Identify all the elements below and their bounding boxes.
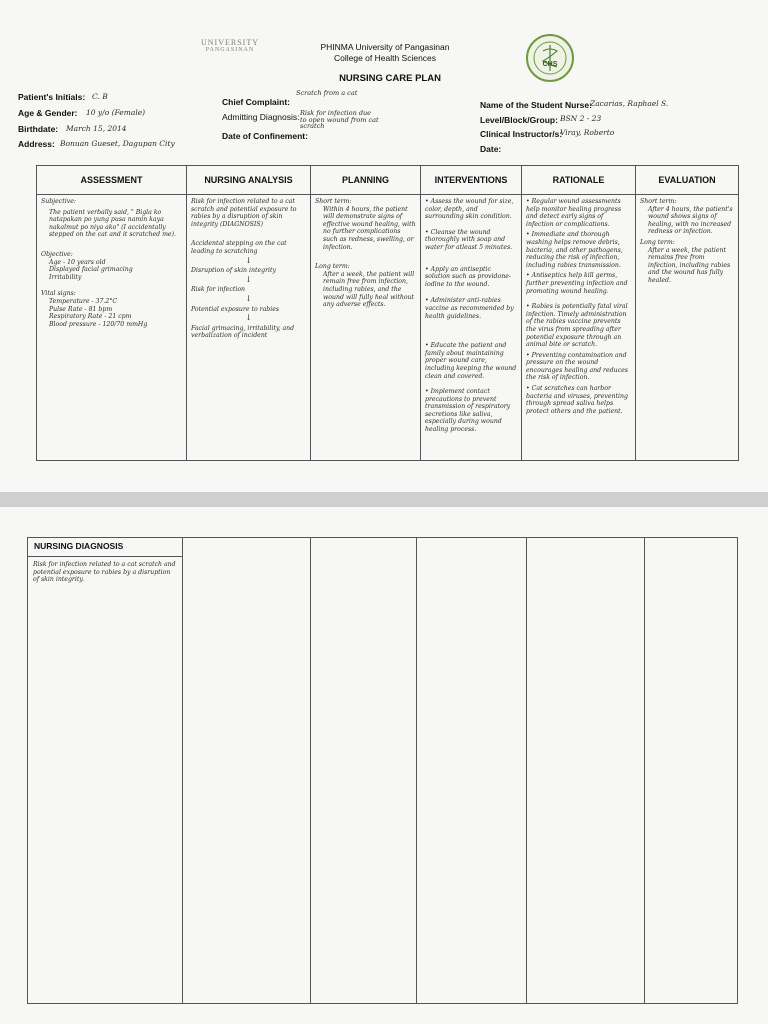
seal-text: CHS — [542, 61, 558, 68]
intervention-item: • Educate the patient and family about maintaining proper wound care, including keeping the wound clean and covered. — [425, 342, 517, 380]
vital-sign-line: Temperature - 37.2°C — [49, 297, 118, 305]
objective-label: Objective: — [41, 250, 73, 258]
analysis-step: Potential exposure to rabies — [191, 305, 280, 313]
evaluation-short-text: After 4 hours, the patient's wound shows signs of healing, with no increased redness or infection. — [648, 205, 733, 236]
down-arrow-icon: ↓ — [245, 313, 252, 323]
intervention-item: • Assess the wound for size, color, depth, and surrounding skin condition. — [425, 198, 514, 221]
logo-text-line1: UNIVERSITY — [201, 38, 259, 47]
rationale-cell — [522, 195, 635, 421]
analysis-header: NURSING ANALYSIS — [187, 166, 310, 195]
analysis-step: Accidental stepping on the cat leading to scratching — [191, 240, 287, 255]
care-plan-table — [36, 165, 739, 461]
birthdate-label: Birthdate: — [18, 124, 59, 134]
address-value: Bonuan Gueset, Dagupan City — [60, 139, 175, 148]
rationale-item: • Antiseptics help kill germs, further preventing infection and promoting wound healing. — [526, 272, 628, 295]
down-arrow-icon: ↓ — [245, 274, 252, 284]
clinical-instructor-value: Viray, Roberto — [560, 128, 615, 137]
planning-cell — [311, 195, 420, 315]
patient-initials-value: C. B — [92, 92, 108, 101]
assessment-cell — [37, 195, 186, 331]
blank-column — [310, 538, 416, 1003]
age-gender-label: Age & Gender: — [18, 108, 78, 118]
vital-sign-line: Blood pressure - 120/70 mmHg — [49, 320, 148, 328]
objective-line: Age - 10 years old — [49, 258, 106, 266]
blank-column — [182, 538, 310, 1003]
subjective-text: The patient verbally said, " Bigla ko natapakan po yung pusa namin kaya nakalmut po niya ako" (I accidentally stepped on the cat and it scratched me). — [49, 208, 176, 239]
interventions-column — [420, 166, 521, 460]
analysis-cell — [187, 195, 310, 343]
rationale-item: • Cat scratches can harbor bacteria and viruses, preventing through spread saliva helps protect others and the patient. — [526, 385, 628, 415]
admitting-diagnosis-label: Admitting Diagnosis: — [222, 112, 300, 122]
student-nurse-value: Zacarias, Raphael S. — [590, 99, 669, 108]
objective-line: Irritability — [49, 273, 82, 281]
admitting-diagnosis-value — [300, 110, 379, 130]
college-name: College of Health Sciences — [333, 53, 437, 63]
institution-name: PHINMA University of Pangasinan — [320, 42, 450, 52]
assessment-column — [37, 166, 186, 460]
birthdate-value: March 15, 2014 — [66, 124, 127, 133]
planning-short-text: Within 4 hours, the patient will demonstrate signs of effective wound healing, with no further complications such as redness, swelling, or infection. — [323, 205, 416, 251]
clinical-instructor-label: Clinical Instructor/s: — [480, 129, 563, 139]
nursing-diagnosis-header: NURSING DIAGNOSIS — [28, 538, 182, 557]
nursing-diagnosis-text: Risk for infection related to a cat scratch and potential exposure to rabies by a disruption of skin integrity. — [33, 561, 176, 584]
page-title: NURSING CARE PLAN — [339, 73, 441, 84]
interventions-header: INTERVENTIONS — [421, 166, 521, 195]
planning-long-label: Long term: — [315, 263, 350, 271]
evaluation-header: EVALUATION — [636, 166, 738, 195]
rationale-item: • Preventing contamination and pressure on the wound encourages healing and reduces the risk of infection. — [526, 351, 628, 382]
level-block-value: BSN 2 - 23 — [560, 114, 602, 123]
rationale-item: • Regular wound assessments help monitor healing progress and detect early signs of infection or complications. — [526, 198, 622, 228]
care-plan-page-1 — [0, 0, 768, 492]
vital-sign-line: Respiratory Rate - 21 cpm — [49, 313, 132, 321]
intervention-item: • Administer anti-rabies vaccine as recommended by health guidelines. — [425, 297, 514, 320]
intervention-item: • Apply an antiseptic solution such as providone-iodine to the wound. — [425, 265, 511, 288]
intervention-item: • Cleanse the wound thoroughly with soap and water for atleast 5 minutes. — [425, 228, 513, 251]
vital-signs-label: Vital signs: — [41, 290, 76, 298]
admitting-diagnosis-line2: to open wound from cat — [300, 115, 379, 124]
evaluation-long-text: After a week, the patient remains free from infection, including rabies and the wound has fully healed. — [648, 246, 731, 284]
objective-line: Displayed facial grimacing — [49, 266, 133, 274]
chief-complaint-label: Chief Complaint: — [222, 97, 290, 107]
analysis-diagnosis: Risk for infection related to a cat scratch and potential exposure to rabies by a disruption of skin integrity (DIAGNOSIS) — [191, 198, 297, 228]
date-label: Date: — [480, 144, 502, 154]
down-arrow-icon: ↓ — [245, 293, 252, 303]
care-plan-page-2 — [0, 507, 768, 1024]
age-gender-value: 10 y/o (Female) — [86, 108, 146, 117]
assessment-header: ASSESSMENT — [37, 166, 186, 195]
intervention-item: • Implement contact precautions to prevent transmission of respiratory secretions like saliva, especially during wound healing process. — [425, 388, 511, 434]
evaluation-column — [635, 166, 738, 460]
university-logo — [190, 38, 270, 74]
analysis-step: Facial grimacing, irritability, and verbalization of incident — [191, 324, 295, 340]
address-label: Address: — [18, 139, 55, 149]
admitting-diagnosis-line1: Risk for infection due — [300, 109, 372, 117]
institution-header — [290, 42, 480, 64]
rationale-header: RATIONALE — [522, 166, 635, 195]
blank-column — [644, 538, 737, 1003]
rationale-item: • Immediate and thorough washing helps remove debris, bacteria, and other pathogens, reducing the risk of infection, including rabies transmission. — [526, 231, 623, 269]
planning-short-label: Short term: — [315, 198, 352, 205]
level-block-label: Level/Block/Group: — [480, 115, 558, 125]
rationale-column — [521, 166, 635, 460]
blank-column — [416, 538, 526, 1003]
down-arrow-icon: ↓ — [245, 255, 252, 265]
analysis-step: Risk for infection — [191, 286, 246, 294]
admitting-diagnosis-line3: scratch — [300, 122, 325, 130]
subjective-label: Subjective: — [41, 198, 76, 205]
nursing-diagnosis-table — [27, 537, 738, 1004]
chief-complaint-value: Scratch from a cat — [296, 89, 358, 97]
vital-sign-line: Pulse Rate - 81 bpm — [49, 305, 113, 313]
evaluation-cell — [636, 195, 738, 291]
date-of-confinement-label: Date of Confinement: — [222, 131, 308, 141]
analysis-column — [186, 166, 310, 460]
rationale-item: • Rabies is potentially fatal viral infection. Timely administration of the rabies vaccine prevents the virus from spreading after potential exposure through an animal bite or scratch. — [526, 303, 628, 349]
nursing-diagnosis-column — [28, 538, 182, 1003]
evaluation-short-label: Short term: — [640, 198, 677, 205]
evaluation-long-label: Long term: — [640, 238, 675, 246]
blank-column — [526, 538, 644, 1003]
planning-header: PLANNING — [311, 166, 420, 195]
planning-long-text: After a week, the patient will remain free from infection, including rabies, and the wound will fully heal without any adverse effects. — [323, 270, 415, 309]
planning-column — [310, 166, 420, 460]
patient-initials-label: Patient's Initials: — [18, 92, 86, 102]
college-seal-icon — [525, 33, 575, 83]
interventions-cell — [421, 195, 521, 440]
student-nurse-label: Name of the Student Nurse: — [480, 100, 592, 110]
analysis-step: Disruption of skin integrity — [191, 267, 276, 275]
logo-text-line2: PANGASINAN — [205, 47, 255, 53]
